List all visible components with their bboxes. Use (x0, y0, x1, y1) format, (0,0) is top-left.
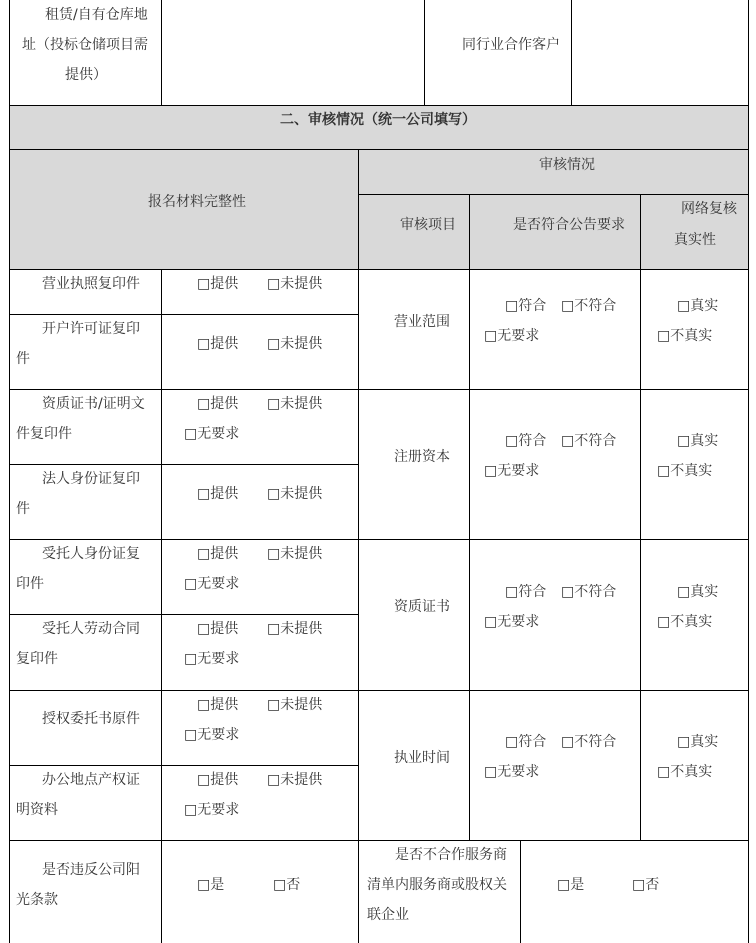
review-item-label: 资质证书 (394, 599, 450, 615)
partner-label: 同行业合作客户 (462, 37, 560, 53)
option-not-required[interactable]: □无要求 (184, 802, 240, 818)
option-not-real[interactable]: □不真实 (657, 463, 713, 479)
material-label: 授权委托书原件 (42, 711, 140, 727)
option-provided[interactable]: □提供 (197, 276, 239, 292)
option-no[interactable]: □否 (632, 877, 660, 893)
option-not-real[interactable]: □不真实 (657, 328, 713, 344)
option-real[interactable]: □真实 (677, 584, 719, 600)
option-no[interactable]: □否 (273, 877, 301, 893)
material-label: 印件 (16, 576, 44, 592)
material-label: 明资料 (16, 802, 58, 818)
material-label: 受托人身份证复 (42, 546, 140, 562)
option-not-provided[interactable]: □未提供 (267, 336, 323, 352)
option-not-comply[interactable]: □不符合 (561, 734, 617, 750)
option-provided[interactable]: □提供 (197, 396, 239, 412)
blacklist-label-line3: 联企业 (367, 907, 409, 923)
option-yes[interactable]: □是 (197, 877, 225, 893)
section-title: 二、审核情况（统一公司填写） (280, 112, 476, 128)
option-not-required[interactable]: □无要求 (484, 764, 540, 780)
violation-label-line2: 光条款 (16, 892, 58, 908)
option-not-provided[interactable]: □未提供 (267, 546, 323, 562)
col-header-network-line1: 网络复核 (681, 201, 737, 217)
option-not-comply[interactable]: □不符合 (561, 433, 617, 449)
option-not-provided[interactable]: □未提供 (267, 276, 323, 292)
option-not-provided[interactable]: □未提供 (267, 396, 323, 412)
option-real[interactable]: □真实 (677, 734, 719, 750)
col-header-compliance: 是否符合公告要求 (513, 217, 625, 233)
blacklist-label-line2: 清单内服务商或股权关 (367, 877, 507, 893)
material-label: 件 (16, 501, 30, 517)
option-not-real[interactable]: □不真实 (657, 614, 713, 630)
address-label-line3: 提供） (65, 67, 107, 83)
address-label-line2: 址（投标仓储项目需 (22, 37, 148, 53)
option-not-provided[interactable]: □未提供 (267, 486, 323, 502)
option-not-required[interactable]: □无要求 (184, 426, 240, 442)
col-header-review: 审核情况 (539, 157, 595, 173)
material-label: 受托人劳动合同 (42, 621, 140, 637)
option-not-comply[interactable]: □不符合 (561, 298, 617, 314)
col-header-item: 审核项目 (400, 217, 456, 233)
option-not-provided[interactable]: □未提供 (267, 621, 323, 637)
option-provided[interactable]: □提供 (197, 546, 239, 562)
address-label-line1: 租赁/自有仓库地 (45, 7, 148, 23)
material-label: 件复印件 (16, 426, 72, 442)
option-real[interactable]: □真实 (677, 298, 719, 314)
blacklist-label-line1: 是否不合作服务商 (395, 847, 507, 863)
option-not-provided[interactable]: □未提供 (267, 697, 323, 713)
option-provided[interactable]: □提供 (197, 772, 239, 788)
option-not-provided[interactable]: □未提供 (267, 772, 323, 788)
option-provided[interactable]: □提供 (197, 336, 239, 352)
option-not-required[interactable]: □无要求 (184, 651, 240, 667)
option-not-comply[interactable]: □不符合 (561, 584, 617, 600)
review-item-label: 执业时间 (394, 750, 450, 766)
option-not-required[interactable]: □无要求 (484, 463, 540, 479)
option-comply[interactable]: □符合 (505, 584, 547, 600)
option-not-required[interactable]: □无要求 (484, 328, 540, 344)
review-item-label: 注册资本 (394, 449, 450, 465)
material-label: 办公地点产权证 (42, 772, 140, 788)
option-not-real[interactable]: □不真实 (657, 764, 713, 780)
option-provided[interactable]: □提供 (197, 486, 239, 502)
material-label: 资质证书/证明文 (42, 396, 145, 412)
material-label: 件 (16, 351, 30, 367)
col-header-network-line2: 真实性 (674, 232, 716, 248)
column-header-shade (9, 150, 749, 269)
option-comply[interactable]: □符合 (505, 298, 547, 314)
option-not-required[interactable]: □无要求 (184, 576, 240, 592)
col-header-materials: 报名材料完整性 (148, 194, 246, 210)
option-comply[interactable]: □符合 (505, 734, 547, 750)
review-item-label: 营业范围 (394, 314, 450, 330)
material-label: 复印件 (16, 651, 58, 667)
option-real[interactable]: □真实 (677, 433, 719, 449)
material-label: 营业执照复印件 (42, 276, 140, 292)
option-not-required[interactable]: □无要求 (484, 614, 540, 630)
material-label: 法人身份证复印 (42, 471, 140, 487)
option-yes[interactable]: □是 (557, 877, 585, 893)
option-provided[interactable]: □提供 (197, 621, 239, 637)
violation-label-line1: 是否违反公司阳 (42, 862, 140, 878)
option-provided[interactable]: □提供 (197, 697, 239, 713)
option-comply[interactable]: □符合 (505, 433, 547, 449)
option-not-required[interactable]: □无要求 (184, 727, 240, 743)
material-label: 开户许可证复印 (42, 321, 140, 337)
